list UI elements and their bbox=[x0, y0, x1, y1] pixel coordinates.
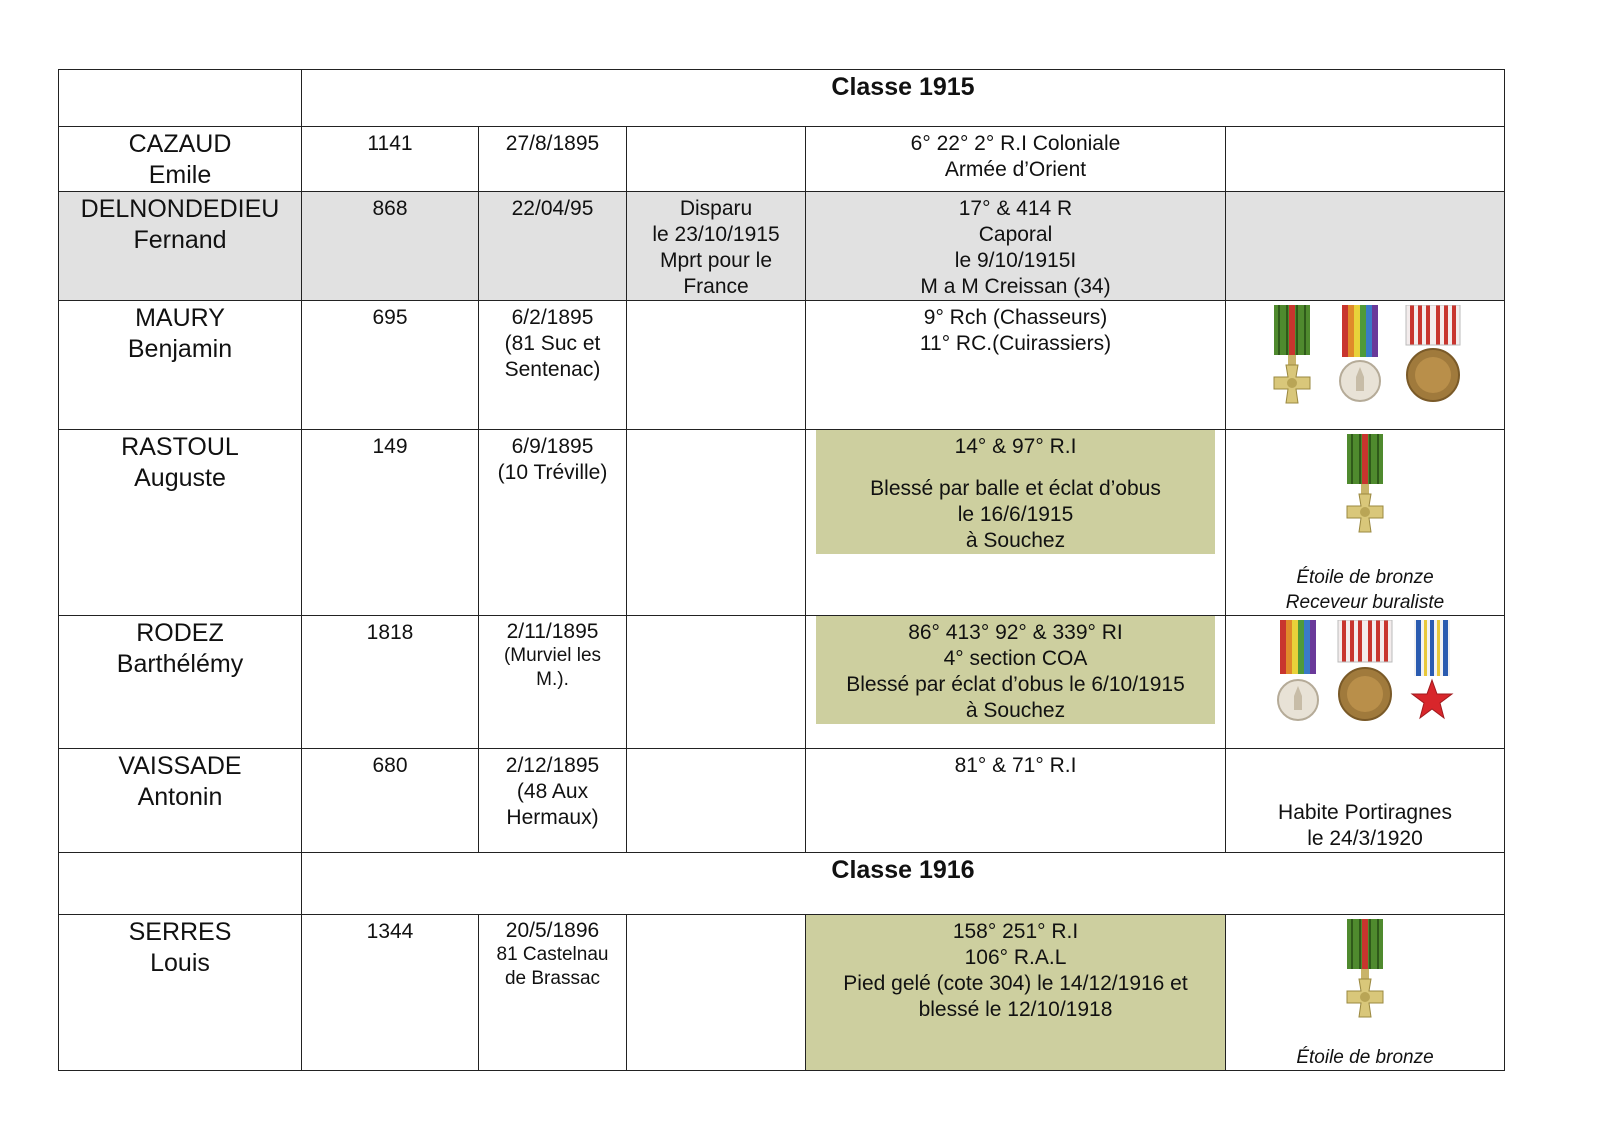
birth-date: 2/12/1895 (48 Aux Hermaux) bbox=[479, 749, 627, 853]
first-name: Benjamin bbox=[127, 335, 233, 363]
first-name: Auguste bbox=[134, 464, 226, 492]
table-row bbox=[59, 915, 1505, 1071]
birth-date: 22/04/95 bbox=[479, 192, 627, 301]
section-header-row bbox=[59, 70, 1505, 127]
soldier-name bbox=[59, 915, 302, 1071]
first-name: Emile bbox=[148, 161, 212, 189]
matricule: 149 bbox=[302, 430, 479, 616]
medals-cell bbox=[1226, 430, 1505, 616]
medals-cell bbox=[1226, 301, 1505, 430]
table-row bbox=[59, 301, 1505, 430]
medals-cell bbox=[1226, 127, 1505, 192]
medal-row bbox=[1230, 620, 1500, 726]
matricule: 1141 bbox=[302, 127, 479, 192]
highlight-box: 14° & 97° R.I Blessé par balle et éclat d’obus le 16/6/1915 à Souchez bbox=[816, 430, 1215, 554]
victory-medal-icon bbox=[1336, 305, 1384, 407]
medal-row bbox=[1230, 434, 1500, 536]
medal-notes: Étoile de bronze bbox=[1296, 1047, 1434, 1068]
surname: RODEZ bbox=[136, 619, 224, 647]
death-info bbox=[627, 616, 806, 749]
service-record: 17° & 414 R Caporal le 9/10/1915I M a M Creissan (34) bbox=[806, 192, 1226, 301]
death-info bbox=[627, 749, 806, 853]
soldier-register-table bbox=[58, 69, 1504, 1071]
soldier-name bbox=[59, 430, 302, 616]
first-name: Fernand bbox=[133, 226, 227, 254]
death-info bbox=[627, 430, 806, 616]
section-title: Classe 1916 bbox=[302, 853, 1505, 915]
section-header-row bbox=[59, 853, 1505, 915]
birth-date: 6/9/1895 (10 Tréville) bbox=[479, 430, 627, 616]
table-row bbox=[59, 192, 1505, 301]
service-record: 81° & 71° R.I bbox=[806, 749, 1226, 853]
birth-date: 2/11/1895 (Murviel les M.). bbox=[479, 616, 627, 749]
birth-date: 6/2/1895 (81 Suc et Sentenac) bbox=[479, 301, 627, 430]
wounded-star-medal-icon bbox=[1408, 620, 1456, 726]
matricule: 680 bbox=[302, 749, 479, 853]
service-record: 6° 22° 2° R.I Coloniale Armée d’Orient bbox=[806, 127, 1226, 192]
death-info bbox=[627, 127, 806, 192]
soldier-name bbox=[59, 301, 302, 430]
first-name: Barthélémy bbox=[116, 650, 244, 678]
empty-cell bbox=[59, 853, 302, 915]
table-row bbox=[59, 616, 1505, 749]
medal-row bbox=[1230, 919, 1500, 1021]
croix-de-guerre-icon bbox=[1266, 305, 1318, 407]
service-record bbox=[806, 616, 1226, 749]
medal-notes: Habite Portiragnes le 24/3/1920 bbox=[1278, 801, 1452, 850]
matricule: 1818 bbox=[302, 616, 479, 749]
surname: RASTOUL bbox=[121, 433, 239, 461]
service-record: 158° 251° R.I 106° R.A.L Pied gelé (cote 304) le 14/12/1916 et blessé le 12/10/1918 bbox=[806, 915, 1226, 1071]
death-info bbox=[627, 915, 806, 1071]
medals-cell bbox=[1226, 749, 1505, 853]
table-row bbox=[59, 430, 1505, 616]
surname: CAZAUD bbox=[128, 130, 232, 158]
first-name: Louis bbox=[150, 949, 210, 977]
croix-de-guerre-icon bbox=[1339, 434, 1391, 536]
service-record bbox=[806, 430, 1226, 616]
birth-date: 27/8/1895 bbox=[479, 127, 627, 192]
croix-de-guerre-icon bbox=[1339, 919, 1391, 1021]
birth-date: 20/5/1896 81 Castelnau de Brassac bbox=[479, 915, 627, 1071]
soldier-name bbox=[59, 192, 302, 301]
section-title: Classe 1915 bbox=[302, 70, 1505, 127]
first-name: Antonin bbox=[137, 783, 223, 811]
medal-notes: Étoile de bronze Receveur buraliste bbox=[1285, 567, 1445, 613]
service-record: 9° Rch (Chasseurs) 11° RC.(Cuirassiers) bbox=[806, 301, 1226, 430]
surname: VAISSADE bbox=[118, 752, 242, 780]
highlight-box: 86° 413° 92° & 339° RI 4° section COA Blessé par éclat d’obus le 6/10/1915 à Souchez bbox=[816, 616, 1215, 724]
matricule: 1344 bbox=[302, 915, 479, 1071]
death-info bbox=[627, 301, 806, 430]
commemorative-medal-icon bbox=[1334, 620, 1396, 726]
medal-row bbox=[1230, 305, 1500, 407]
soldier-name bbox=[59, 616, 302, 749]
victory-medal-icon bbox=[1274, 620, 1322, 726]
soldier-name bbox=[59, 127, 302, 192]
soldier-name bbox=[59, 749, 302, 853]
medals-cell bbox=[1226, 616, 1505, 749]
surname: DELNONDEDIEU bbox=[80, 195, 280, 223]
medals-cell bbox=[1226, 915, 1505, 1071]
table-row bbox=[59, 127, 1505, 192]
death-info: Disparu le 23/10/1915 Mprt pour le France bbox=[627, 192, 806, 301]
commemorative-medal-icon bbox=[1402, 305, 1464, 407]
matricule: 868 bbox=[302, 192, 479, 301]
table-row bbox=[59, 749, 1505, 853]
empty-cell bbox=[59, 70, 302, 127]
medals-cell bbox=[1226, 192, 1505, 301]
surname: SERRES bbox=[128, 918, 232, 946]
matricule: 695 bbox=[302, 301, 479, 430]
surname: MAURY bbox=[135, 304, 225, 332]
